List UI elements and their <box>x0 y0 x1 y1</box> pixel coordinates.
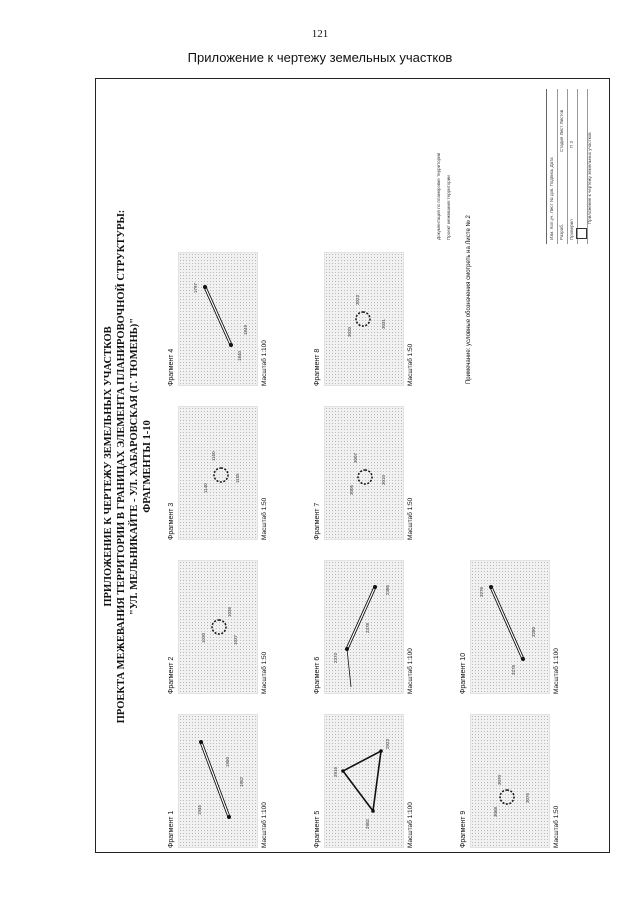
stamp-row: Проект межевания территории <box>446 175 451 240</box>
legend-note: Примечание: условные обозначения смотреть на Листе № 2 <box>466 215 472 384</box>
fragment-scale: Масштаб 1:100 <box>553 648 560 694</box>
fragment-map <box>470 714 550 848</box>
fragment-1 <box>168 706 268 848</box>
point-label: 1155 <box>235 473 240 483</box>
stamp-row: Стадия Лист Листов <box>559 109 564 152</box>
point-label: 3031 <box>381 318 386 329</box>
fragment-5 <box>314 706 414 848</box>
point-label: 3280 <box>531 626 536 637</box>
fragment-map <box>178 406 258 540</box>
point-label: 1030 <box>201 632 206 643</box>
fragment-scale: Масштаб 1:100 <box>407 802 414 848</box>
point-label: 1849 <box>243 324 248 335</box>
fragment-circle-graphic <box>471 715 549 847</box>
point-label: 1797 <box>193 282 198 293</box>
stamp-rule <box>577 89 578 244</box>
point-label: 3276 <box>479 586 484 597</box>
fragment-scale: Масштаб 1:50 <box>261 651 268 694</box>
point-label: 3278 <box>511 664 516 675</box>
sheet-title-line: ПРИЛОЖЕНИЕ К ЧЕРТЕЖУ ЗЕМЕЛЬНЫХ УЧАСТКОВ <box>103 326 114 607</box>
fragment-map <box>324 714 404 848</box>
stamp-row: Приложение к чертежу земельных участков <box>587 132 592 224</box>
page-number: 121 <box>311 28 329 40</box>
sheet-title-line: ПРОЕКТА МЕЖЕВАНИЯ ТЕРРИТОРИИ В ГРАНИЦАХ ЭЛЕМЕНТА ПЛАНИРОВОЧНОЙ СТРУКТУРЫ: <box>116 209 127 724</box>
fragment-label: Фрагмент 6 <box>314 656 321 694</box>
fragment-label: Фрагмент 9 <box>460 810 467 848</box>
point-label: 1945 <box>197 804 202 815</box>
point-label: 1840 <box>237 350 242 361</box>
fragment-8 <box>314 244 414 386</box>
sheet-title-line: ФРАГМЕНТЫ 1-10 <box>142 420 153 513</box>
organization-logo-icon <box>576 228 587 239</box>
point-label: 1952 <box>239 776 244 787</box>
point-label: 3005 <box>349 484 354 495</box>
fragment-map <box>470 560 550 694</box>
point-label: 1037 <box>233 634 238 645</box>
stamp-row: Документация по планировке территории <box>436 152 441 240</box>
fragment-scale: Масштаб 1:50 <box>407 343 414 386</box>
fragment-line-graphic <box>179 253 257 385</box>
fragment-4 <box>168 244 268 386</box>
stamp-rule <box>567 89 568 244</box>
fragment-label: Фрагмент 5 <box>314 810 321 848</box>
fragment-line-graphic <box>471 561 549 693</box>
fragment-2 <box>168 552 268 694</box>
fragment-7 <box>314 398 414 540</box>
point-label: 3068 <box>493 806 498 817</box>
fragment-map <box>178 252 258 386</box>
fragment-label: Фрагмент 10 <box>460 652 467 694</box>
fragment-map <box>324 406 404 540</box>
fragment-scale: Масштаб 1:50 <box>261 497 268 540</box>
fragment-line-graphic <box>325 561 403 693</box>
stamp-rule <box>557 89 558 244</box>
sheet-title <box>102 79 154 853</box>
point-label: 1150 <box>211 451 216 461</box>
fragment-circle-graphic <box>325 253 403 385</box>
point-label: 2923 <box>385 738 390 749</box>
fragment-circle-graphic <box>179 407 257 539</box>
point-label: 1950 <box>225 756 230 767</box>
point-label: 1036 <box>227 606 232 617</box>
fragment-label: Фрагмент 3 <box>168 502 175 540</box>
fragment-label: Фрагмент 2 <box>168 656 175 694</box>
fragment-3 <box>168 398 268 540</box>
point-label: 3007 <box>353 452 358 463</box>
fragment-label: Фрагмент 7 <box>314 502 321 540</box>
point-label: 3020 <box>347 326 352 337</box>
title-block-stamp <box>396 89 601 244</box>
fragment-map <box>324 252 404 386</box>
stamp-row: Разраб. <box>559 223 564 240</box>
fragment-scale: Масштаб 1:100 <box>261 802 268 848</box>
stamp-row: Проверил <box>569 219 574 240</box>
point-label: 3023 <box>355 294 360 305</box>
point-label: 2386 <box>385 584 390 595</box>
stamp-grid <box>546 89 597 244</box>
fragment-map <box>178 560 258 694</box>
fragment-9 <box>460 706 560 848</box>
fragment-scale: Масштаб 1:100 <box>261 340 268 386</box>
fragment-scale: Масштаб 1:100 <box>407 648 414 694</box>
fragment-6 <box>314 552 414 694</box>
fragment-line-graphic <box>179 715 257 847</box>
fragment-label: Фрагмент 8 <box>314 348 321 386</box>
fragment-scale: Масштаб 1:50 <box>407 497 414 540</box>
fragment-scale: Масштаб 1:50 <box>553 805 560 848</box>
stamp-row: П 3 <box>569 141 574 148</box>
fragment-circle-graphic <box>325 407 403 539</box>
point-label: 2378 <box>365 622 370 633</box>
drawing-sheet <box>96 79 610 853</box>
fragment-label: Фрагмент 4 <box>168 348 175 386</box>
drawing-frame <box>95 78 610 853</box>
fragment-10 <box>460 552 560 694</box>
point-label: 2373 <box>333 652 338 663</box>
point-label: 3010 <box>381 474 386 485</box>
point-label: 2916 <box>333 766 338 777</box>
fragment-label: Фрагмент 1 <box>168 810 175 848</box>
fragment-map <box>324 560 404 694</box>
sheet-title-line: "УЛ. МЕЛЬНИКАЙТЕ - УЛ. ХАБАРОВСКАЯ (Г. ТЮМЕНЬ)" <box>129 317 140 616</box>
point-label: 1140 <box>203 483 208 493</box>
point-label: 3070 <box>497 774 502 785</box>
page-heading: Приложение к чертежу земельных участков <box>187 50 453 65</box>
fragment-map <box>178 714 258 848</box>
stamp-row: Изм. Кол.уч. Лист № док. Подпись Дата <box>549 157 554 240</box>
point-label: 2902 <box>365 818 370 829</box>
fragment-triangle-graphic <box>325 715 403 847</box>
point-label: 3076 <box>525 792 530 803</box>
fragment-circle-graphic <box>179 561 257 693</box>
